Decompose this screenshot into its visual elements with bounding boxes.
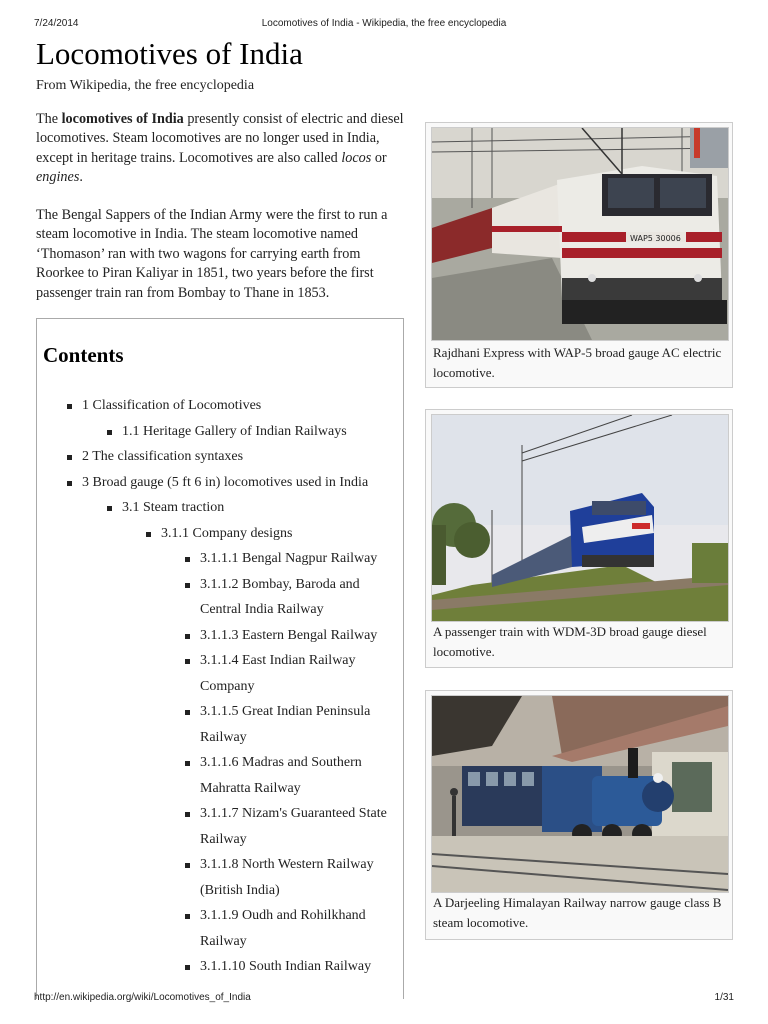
intro-text-c: or bbox=[371, 149, 387, 166]
intro-text-a: The bbox=[36, 111, 62, 127]
toc-item[interactable] bbox=[200, 750, 392, 801]
figure-caption: Rajdhani Express with WAP-5 broad gauge AC electric locomotive. bbox=[433, 345, 722, 380]
toc-item-label[interactable]: 3.1.1.6 Madras and Southern Mahratta Railway bbox=[200, 755, 362, 796]
toc-item-label[interactable]: 2 The classification syntaxes bbox=[82, 449, 244, 464]
toc-item[interactable] bbox=[200, 572, 392, 623]
toc-item[interactable] bbox=[200, 699, 392, 750]
page-title: Locomotives of India bbox=[36, 36, 303, 71]
locomotive-number-plate: WAP5 30006 bbox=[630, 234, 681, 243]
toc-item[interactable] bbox=[200, 903, 392, 954]
toc-item[interactable] bbox=[82, 470, 392, 496]
toc-item-label[interactable]: 3.1.1.2 Bombay, Baroda and Central India Railway bbox=[200, 576, 360, 617]
diesel-locomotive-image[interactable] bbox=[431, 414, 729, 622]
print-date: 7/24/2014 bbox=[34, 18, 79, 29]
print-page-title: Locomotives of India - Wikipedia, the free encyclopedia bbox=[261, 18, 507, 29]
intro-italic-engines: engines bbox=[36, 169, 80, 186]
toc-item-label[interactable]: 3.1.1.3 Eastern Bengal Railway bbox=[200, 627, 378, 643]
toc-item[interactable] bbox=[200, 623, 392, 649]
page-url[interactable]: http://en.wikipedia.org/wiki/Locomotives_of_India bbox=[34, 992, 251, 1003]
toc-list bbox=[82, 393, 392, 980]
toc-item[interactable] bbox=[122, 495, 392, 521]
figure-caption: A passenger train with WDM-3D broad gauge diesel locomotive. bbox=[433, 624, 707, 659]
toc-item[interactable] bbox=[200, 801, 392, 852]
figure-caption: A Darjeeling Himalayan Railway narrow gauge class B steam locomotive. bbox=[433, 895, 722, 930]
toc-item-label[interactable]: 1 Classification of Locomotives bbox=[82, 398, 262, 413]
intro-paragraph bbox=[36, 110, 406, 188]
toc-item[interactable] bbox=[161, 521, 392, 547]
toc-item[interactable] bbox=[200, 546, 392, 572]
toc-item-label[interactable]: 3.1.1.5 Great Indian Peninsula Railway bbox=[200, 704, 371, 745]
toc-item[interactable] bbox=[200, 852, 396, 903]
toc-item-label[interactable]: 3.1.1.8 North Western Railway (British India) bbox=[200, 857, 374, 898]
figure-diesel-locomotive bbox=[425, 409, 733, 668]
toc-item-label[interactable]: 3.1.1.10 South Indian Railway bbox=[200, 959, 372, 974]
toc-item[interactable] bbox=[82, 444, 392, 470]
intro-text-b: presently consist of electric and diesel locomotives. Steam locomotives are no longer used in India, except in heritage trains. Locomotives are also called bbox=[36, 111, 404, 166]
toc-item[interactable] bbox=[122, 419, 392, 445]
intro-bold-term: locomotives of India bbox=[61, 111, 184, 127]
toc-item-label[interactable]: 3.1 Steam traction bbox=[122, 500, 225, 515]
toc-item-label[interactable]: 1.1 Heritage Gallery of Indian Railways bbox=[122, 423, 347, 439]
history-paragraph: The Bengal Sappers of the Indian Army were the first to run a steam locomotive in India. The steam locomotive named ‘Thomason’ ran with two wagons for carrying earth from Roorkee to Piran Kaliyar in 1851, two years before the first passenger train ran from Bombay to Thane in 1853. bbox=[36, 207, 388, 301]
figure-electric-locomotive bbox=[425, 122, 733, 388]
toc-title: Contents bbox=[43, 343, 124, 367]
site-tagline: From Wikipedia, the free encyclopedia bbox=[36, 78, 255, 93]
figure-steam-locomotive bbox=[425, 690, 733, 940]
intro-text-d: . bbox=[79, 169, 83, 186]
toc-item[interactable] bbox=[82, 393, 392, 419]
electric-locomotive-image[interactable] bbox=[431, 127, 729, 341]
toc-item-label[interactable]: 3.1.1.9 Oudh and Rohilkhand Railway bbox=[200, 908, 366, 949]
table-of-contents bbox=[36, 318, 404, 999]
toc-item[interactable] bbox=[200, 954, 396, 980]
toc-item-label[interactable]: 3.1.1 Company designs bbox=[161, 525, 293, 541]
steam-locomotive-image[interactable] bbox=[431, 695, 729, 893]
toc-item[interactable] bbox=[200, 648, 380, 699]
intro-italic-locos: locos bbox=[341, 149, 372, 166]
toc-item-label[interactable]: 3.1.1.4 East Indian Railway Company bbox=[200, 653, 356, 694]
toc-item-label[interactable]: 3.1.1.7 Nizam's Guaranteed State Railway bbox=[200, 806, 387, 847]
toc-item-label[interactable]: 3.1.1.1 Bengal Nagpur Railway bbox=[200, 551, 378, 566]
page-number: 1/31 bbox=[714, 992, 734, 1003]
print-header bbox=[34, 18, 734, 32]
toc-item-label[interactable]: 3 Broad gauge (5 ft 6 in) locomotives used in India bbox=[82, 474, 369, 490]
print-footer bbox=[34, 992, 734, 1006]
